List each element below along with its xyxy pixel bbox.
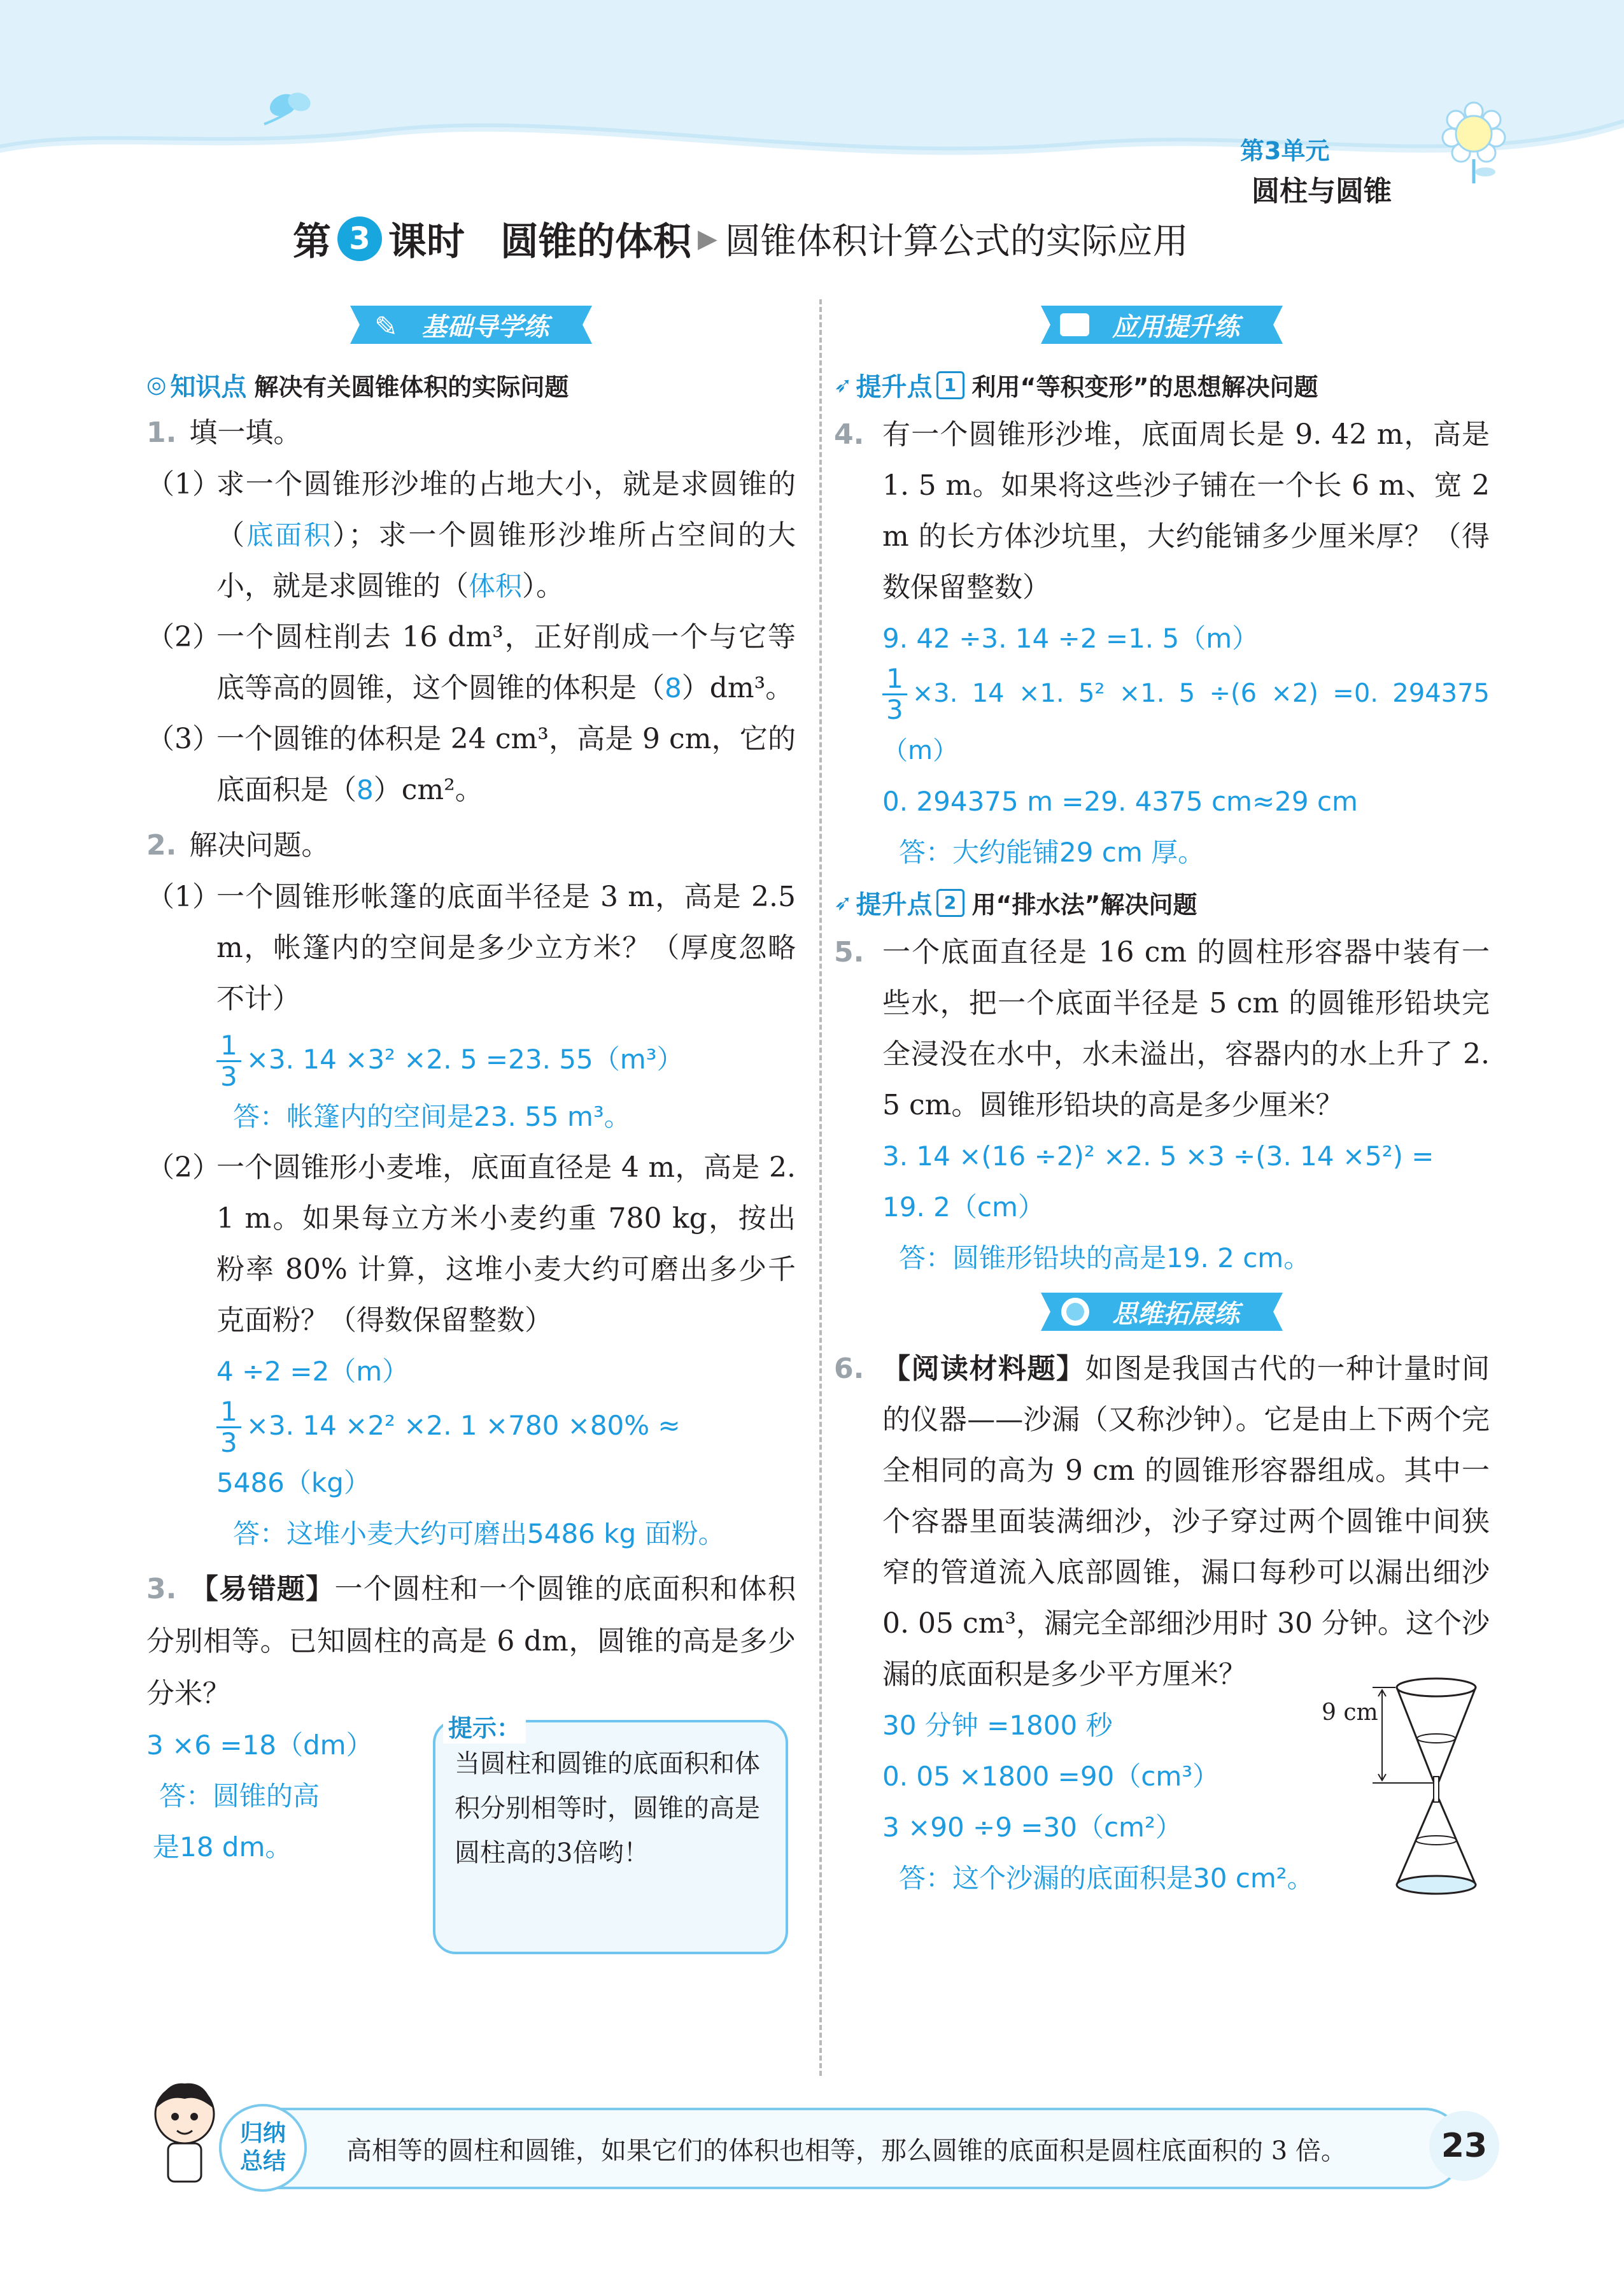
- fraction-numerator: 1: [216, 1031, 241, 1062]
- left-column: [146, 299, 796, 1962]
- calc-text: ×3. 14 ×1. 5² ×1. 5 ÷(6 ×2) =0. 294375（m）: [882, 679, 1490, 765]
- banner-apply: [1028, 299, 1296, 350]
- answer-calculation: 30 分钟 =1800 秒: [882, 1710, 1113, 1741]
- answer-calculation: [882, 664, 1490, 776]
- answer-final: 答：这堆小麦大约可磨出5486 kg 面粉。: [233, 1518, 725, 1549]
- answer-final-2: 是18 dm。: [153, 1831, 292, 1863]
- butterfly-icon: [261, 83, 331, 134]
- question-number: 4.: [834, 418, 865, 451]
- fraction: [216, 1031, 241, 1091]
- question-number: 6.: [834, 1352, 865, 1385]
- unit-title: 圆柱与圆锥: [1252, 175, 1392, 208]
- title-prefix: 第: [293, 220, 331, 264]
- knowledge-point: [146, 367, 796, 403]
- q6-answer-area: [882, 1700, 1490, 1904]
- summary-tag: [219, 2104, 307, 2192]
- question-2: [146, 820, 796, 872]
- knowledge-point-text: 解决有关圆锥体积的实际问题: [254, 373, 569, 401]
- summary-box: [223, 2108, 1463, 2189]
- q3-answer-area: [146, 1714, 796, 1962]
- improve-point-index: 1: [936, 371, 964, 399]
- fraction: [216, 1397, 241, 1458]
- question-text: 解决问题。: [189, 829, 330, 862]
- answer-calculation: 3 ×90 ÷9 =30（cm²）: [882, 1812, 1182, 1843]
- part-text: 一个圆锥形帐篷的底面半径是 3 m，高是 2.5 m，帐篷内的空间是多少立方米？（厚度忽略不计）: [216, 881, 796, 1015]
- question-text: 有一个圆锥形沙堆，底面周长是 9. 42 m，高是 1. 5 m。如果将这些沙子铺在一个长 6 m、宽 2 m 的长方体沙坑里，大约能铺多少厘米厚？（得数保留整数）: [882, 418, 1490, 604]
- fraction-denominator: 3: [220, 1427, 237, 1458]
- question-3: [146, 1563, 796, 1720]
- question-1: [146, 407, 796, 459]
- lesson-number-badge: 3: [337, 217, 382, 261]
- q2-part-1: [146, 872, 796, 1142]
- figure-height-label: 9 cm: [1322, 1700, 1378, 1726]
- banner-extend-label: 思维拓展练: [1112, 1299, 1239, 1329]
- part-number: （1）: [146, 468, 220, 501]
- part-text: ）；求一个圆锥形沙堆所占空间的大小，就是求圆锥的（: [216, 519, 796, 602]
- improve-point-index: 2: [936, 889, 964, 917]
- improve-point-1: [834, 367, 1490, 403]
- summary-text: 高相等的圆柱和圆锥，如果它们的体积也相等，那么圆锥的底面积是圆柱底面积的 3 倍。: [346, 2136, 1346, 2166]
- answer-calculation: [216, 1031, 796, 1091]
- answer-final: 答：圆锥形铅块的高是19. 2 cm。: [899, 1242, 1311, 1274]
- answer-blank: 体积: [469, 571, 523, 602]
- answer-calculation: 4 ÷2 =2（m）: [216, 1356, 409, 1387]
- title-main: 圆锥的体积: [500, 220, 691, 264]
- unit-number: 第3单元: [1240, 137, 1330, 165]
- title-sub: 圆锥体积计算公式的实际应用: [724, 221, 1189, 262]
- title-suffix: 课时: [388, 220, 465, 264]
- answer-calculation: 3 ×6 =18（dm）: [146, 1729, 373, 1761]
- column-divider: [819, 299, 822, 2076]
- title-arrow-icon: ▶: [698, 224, 717, 253]
- page-number: 23: [1429, 2111, 1499, 2181]
- improve-point-2: [834, 884, 1490, 921]
- knowledge-point-tag: [146, 367, 246, 403]
- answer-calculation: 0. 05 ×1800 =90（cm³）: [882, 1761, 1220, 1792]
- question-text: 一个底面直径是 16 cm 的圆柱形容器中装有一些水，把一个底面半径是 5 cm 的圆锥形铅块完全浸没在水中，水未溢出，容器内的水上升了 2. 5 cm。圆锥形铅块的高是多少厘米？: [882, 936, 1490, 1121]
- q2-part-2: [146, 1142, 796, 1559]
- target-icon: ◎: [146, 372, 167, 398]
- banner-basic-label: 基础导学练: [421, 312, 549, 342]
- cartoon-boy-icon: [146, 2076, 229, 2197]
- improve-point-text: 利用“等积变形”的思想解决问题: [971, 373, 1318, 401]
- banner-extend: [1028, 1286, 1296, 1337]
- part-text: 一个圆锥的体积是 24 cm³，高是 9 cm，它的底面积是（: [216, 723, 796, 806]
- lesson-title: [293, 210, 1189, 267]
- question-number: 5.: [834, 936, 865, 969]
- part-text: 一个圆锥形小麦堆，底面直径是 4 m，高是 2. 1 m。如果每立方米小麦约重 780 kg，按出粉率 80% 计算，这堆小麦大约可磨出多少千克面粉？（得数保留整数）: [216, 1151, 796, 1337]
- part-number: （1）: [146, 881, 220, 913]
- part-number: （2）: [146, 621, 220, 653]
- answer-final-1: 答：圆锥的高: [159, 1780, 320, 1812]
- tip-text: 当圆柱和圆锥的底面积和体积分别相等时，圆锥的高是圆柱高的3倍哟！: [455, 1749, 760, 1868]
- answer-final: 答：大约能铺29 cm 厚。: [899, 837, 1205, 868]
- knowledge-point-label: 知识点: [170, 373, 247, 402]
- part-number: （2）: [146, 1151, 220, 1184]
- question-number: 1.: [146, 416, 177, 449]
- improve-point-label: 提升点: [856, 890, 933, 919]
- fraction-denominator: 3: [886, 694, 903, 725]
- answer-calculation: 3. 14 ×(16 ÷2)² ×2. 5 ×3 ÷(3. 14 ×5²) =: [882, 1140, 1434, 1172]
- question-tag: 【阅读材料题】: [882, 1352, 1085, 1385]
- q1-part-1: [146, 459, 796, 612]
- part-text: 一个圆柱削去 16 dm³，正好削成一个与它等底等高的圆锥，这个圆锥的体积是（: [216, 621, 796, 704]
- question-tag: 【易错题】: [189, 1573, 335, 1605]
- unit-label: [1240, 131, 1392, 217]
- answer-blank: 底面积: [246, 520, 333, 551]
- calc-text: ×3. 14 ×2² ×2. 1 ×780 ×80% ≈: [246, 1410, 681, 1441]
- answer-calculation: 19. 2（cm）: [882, 1191, 1045, 1223]
- calc-text: ×3. 14 ×3² ×2. 5 =23. 55（m³）: [246, 1044, 684, 1075]
- answer-calculation: 9. 42 ÷3. 14 ÷2 =1. 5（m）: [882, 623, 1259, 654]
- answer-final: 答：这个沙漏的底面积是30 cm²。: [899, 1863, 1314, 1894]
- tip-box: [433, 1714, 788, 1954]
- fraction-numerator: 1: [216, 1397, 241, 1428]
- answer-calculation: 0. 294375 m =29. 4375 cm≈29 cm: [882, 786, 1358, 817]
- question-4: [834, 409, 1490, 878]
- right-column: [834, 299, 1490, 1904]
- rocket-icon: ➶: [834, 372, 852, 398]
- question-number: 3.: [146, 1573, 177, 1605]
- part-text: ）dm³。: [681, 672, 794, 704]
- improve-point-tag: [834, 884, 964, 921]
- part-number: （3）: [146, 723, 220, 755]
- answer-blank: 8: [665, 672, 682, 704]
- part-text: ）。: [522, 570, 565, 602]
- answer-blank: 8: [357, 774, 374, 806]
- q1-part-3: [146, 714, 796, 816]
- q1-part-2: [146, 612, 796, 714]
- part-text: 求一个圆锥形沙堆的占地大小，就是求圆锥的（: [216, 468, 796, 551]
- improve-point-text: 用“排水法”解决问题: [971, 891, 1197, 919]
- rocket-icon: ➶: [834, 890, 852, 916]
- question-number: 2.: [146, 829, 177, 862]
- fraction: [882, 664, 907, 725]
- question-5: [834, 927, 1490, 1284]
- banner-apply-label: 应用提升练: [1112, 312, 1239, 342]
- fraction-denominator: 3: [220, 1061, 237, 1092]
- sun-flower-icon: [1436, 96, 1512, 185]
- answer-final: 答：帐篷内的空间是23. 55 m³。: [233, 1101, 631, 1132]
- svg-text:✎: ✎: [374, 311, 398, 343]
- improve-point-label: 提升点: [856, 373, 933, 402]
- improve-point-tag: [834, 367, 964, 403]
- summary-tag-line-2: 总结: [239, 2148, 286, 2175]
- answer-calculation: 5486（kg）: [216, 1467, 371, 1498]
- question-text: 填一填。: [189, 416, 302, 449]
- banner-basic: [337, 299, 605, 350]
- answer-calculation: [216, 1397, 796, 1458]
- summary-tag-line-1: 归纳: [239, 2120, 286, 2147]
- part-text: ）cm²。: [373, 774, 483, 806]
- tip-title: 提示：: [443, 1708, 526, 1743]
- question-text: 如图是我国古代的一种计量时间的仪器——沙漏（又称沙钟）。它是由上下两个完全相同的高为 9 cm 的圆锥形容器组成。其中一个容器里面装满细沙，沙子穿过两个圆锥中间狭窄的管道流入底部圆锥，漏口每秒可以漏出细沙 0. 05 cm³，漏完全部细沙用时 30 分钟。这个沙漏的底面积是多少平方厘米？: [882, 1352, 1490, 1691]
- fraction-numerator: 1: [882, 664, 907, 695]
- question-6: [834, 1344, 1490, 1904]
- question-text: 一个圆柱和一个圆锥的底面积和体积分别相等。已知圆柱的高是 6 dm，圆锥的高是多少分米？: [146, 1573, 796, 1710]
